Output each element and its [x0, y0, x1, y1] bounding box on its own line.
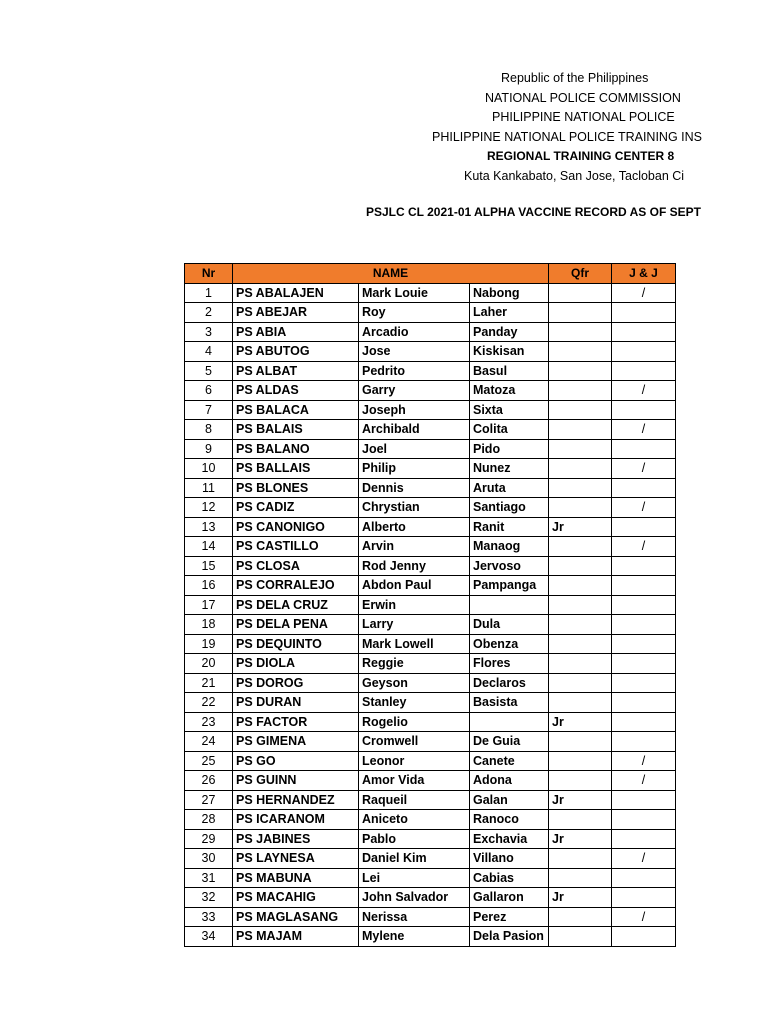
qualifier-cell — [549, 868, 612, 888]
document-title: PSJLC CL 2021-01 ALPHA VACCINE RECORD AS OF SEPT — [366, 205, 701, 219]
column-header-name: NAME — [233, 264, 549, 284]
jj-mark-cell — [612, 439, 676, 459]
jj-mark-cell — [612, 654, 676, 674]
last-name-cell: PS JABINES — [233, 829, 359, 849]
last-name-cell: PS ABALAJEN — [233, 283, 359, 303]
table-row — [185, 615, 676, 635]
middle-name-cell: Canete — [470, 751, 549, 771]
table-row — [185, 459, 676, 479]
qualifier-cell — [549, 498, 612, 518]
row-number-cell: 5 — [185, 361, 233, 381]
last-name-cell: PS BALAIS — [233, 420, 359, 440]
first-name-cell: Aniceto — [359, 810, 470, 830]
row-number-cell: 18 — [185, 615, 233, 635]
first-name-cell: Roy — [359, 303, 470, 323]
table-row — [185, 888, 676, 908]
last-name-cell: PS DOROG — [233, 673, 359, 693]
table-header-row — [185, 264, 676, 284]
row-number-cell: 30 — [185, 849, 233, 869]
middle-name-cell: Manaog — [470, 537, 549, 557]
jj-mark-cell — [612, 400, 676, 420]
last-name-cell: PS GIMENA — [233, 732, 359, 752]
jj-mark-cell: / — [612, 907, 676, 927]
jj-mark-cell: / — [612, 283, 676, 303]
table-row — [185, 751, 676, 771]
row-number-cell: 25 — [185, 751, 233, 771]
row-number-cell: 29 — [185, 829, 233, 849]
qualifier-cell — [549, 927, 612, 947]
middle-name-cell: Dela Pasion — [470, 927, 549, 947]
row-number-cell: 10 — [185, 459, 233, 479]
last-name-cell: PS MAGLASANG — [233, 907, 359, 927]
last-name-cell: PS BALANO — [233, 439, 359, 459]
table-row — [185, 927, 676, 947]
qualifier-cell — [549, 478, 612, 498]
last-name-cell: PS DELA PENA — [233, 615, 359, 635]
row-number-cell: 2 — [185, 303, 233, 323]
column-header-jj: J & J — [612, 264, 676, 284]
qualifier-cell — [549, 537, 612, 557]
last-name-cell: PS ALBAT — [233, 361, 359, 381]
first-name-cell: Cromwell — [359, 732, 470, 752]
jj-mark-cell — [612, 361, 676, 381]
middle-name-cell: Matoza — [470, 381, 549, 401]
header-napolcom: NATIONAL POLICE COMMISSION — [485, 91, 681, 105]
qualifier-cell — [549, 303, 612, 323]
first-name-cell: Reggie — [359, 654, 470, 674]
first-name-cell: Rogelio — [359, 712, 470, 732]
jj-mark-cell — [612, 303, 676, 323]
first-name-cell: Jose — [359, 342, 470, 362]
middle-name-cell: Flores — [470, 654, 549, 674]
middle-name-cell: Cabias — [470, 868, 549, 888]
jj-mark-cell — [612, 790, 676, 810]
first-name-cell: Larry — [359, 615, 470, 635]
jj-mark-cell: / — [612, 498, 676, 518]
qualifier-cell — [549, 459, 612, 479]
first-name-cell: Mark Lowell — [359, 634, 470, 654]
last-name-cell: PS ABEJAR — [233, 303, 359, 323]
row-number-cell: 24 — [185, 732, 233, 752]
first-name-cell: Stanley — [359, 693, 470, 713]
table-row — [185, 303, 676, 323]
table-row — [185, 420, 676, 440]
last-name-cell: PS CANONIGO — [233, 517, 359, 537]
last-name-cell: PS MABUNA — [233, 868, 359, 888]
first-name-cell: Arcadio — [359, 322, 470, 342]
row-number-cell: 14 — [185, 537, 233, 557]
vaccine-record-table — [184, 263, 676, 947]
header-pnp: PHILIPPINE NATIONAL POLICE — [492, 110, 675, 124]
first-name-cell: Amor Vida — [359, 771, 470, 791]
middle-name-cell: Panday — [470, 322, 549, 342]
qualifier-cell — [549, 576, 612, 596]
qualifier-cell — [549, 420, 612, 440]
table-row — [185, 595, 676, 615]
row-number-cell: 16 — [185, 576, 233, 596]
first-name-cell: John Salvador — [359, 888, 470, 908]
qualifier-cell — [549, 361, 612, 381]
header-address: Kuta Kankabato, San Jose, Tacloban Ci — [464, 169, 685, 183]
middle-name-cell: Gallaron — [470, 888, 549, 908]
middle-name-cell — [470, 595, 549, 615]
row-number-cell: 1 — [185, 283, 233, 303]
row-number-cell: 8 — [185, 420, 233, 440]
row-number-cell: 9 — [185, 439, 233, 459]
jj-mark-cell — [612, 576, 676, 596]
last-name-cell: PS ABUTOG — [233, 342, 359, 362]
jj-mark-cell — [612, 927, 676, 947]
table-row — [185, 712, 676, 732]
table-row — [185, 829, 676, 849]
table-row — [185, 400, 676, 420]
row-number-cell: 12 — [185, 498, 233, 518]
last-name-cell: PS CASTILLO — [233, 537, 359, 557]
qualifier-cell — [549, 615, 612, 635]
header-pnpti: PHILIPPINE NATIONAL POLICE TRAINING INS — [432, 130, 702, 144]
first-name-cell: Archibald — [359, 420, 470, 440]
last-name-cell: PS DELA CRUZ — [233, 595, 359, 615]
first-name-cell: Pablo — [359, 829, 470, 849]
qualifier-cell — [549, 634, 612, 654]
table-row — [185, 322, 676, 342]
qualifier-cell — [549, 849, 612, 869]
table-row — [185, 556, 676, 576]
jj-mark-cell — [612, 810, 676, 830]
middle-name-cell: Adona — [470, 771, 549, 791]
middle-name-cell: Dula — [470, 615, 549, 635]
qualifier-cell — [549, 556, 612, 576]
table-row — [185, 693, 676, 713]
table-row — [185, 342, 676, 362]
table-row — [185, 439, 676, 459]
jj-mark-cell — [612, 517, 676, 537]
middle-name-cell: Santiago — [470, 498, 549, 518]
middle-name-cell: Nabong — [470, 283, 549, 303]
last-name-cell: PS DIOLA — [233, 654, 359, 674]
qualifier-cell — [549, 751, 612, 771]
last-name-cell: PS BALACA — [233, 400, 359, 420]
qualifier-cell: Jr — [549, 517, 612, 537]
first-name-cell: Erwin — [359, 595, 470, 615]
first-name-cell: Joseph — [359, 400, 470, 420]
first-name-cell: Alberto — [359, 517, 470, 537]
row-number-cell: 17 — [185, 595, 233, 615]
qualifier-cell — [549, 693, 612, 713]
first-name-cell: Dennis — [359, 478, 470, 498]
table-row — [185, 810, 676, 830]
row-number-cell: 27 — [185, 790, 233, 810]
middle-name-cell: De Guia — [470, 732, 549, 752]
row-number-cell: 33 — [185, 907, 233, 927]
table-row — [185, 517, 676, 537]
last-name-cell: PS GO — [233, 751, 359, 771]
qualifier-cell — [549, 771, 612, 791]
table-row — [185, 732, 676, 752]
row-number-cell: 6 — [185, 381, 233, 401]
first-name-cell: Lei — [359, 868, 470, 888]
qualifier-cell: Jr — [549, 829, 612, 849]
table-row — [185, 790, 676, 810]
qualifier-cell — [549, 810, 612, 830]
row-number-cell: 4 — [185, 342, 233, 362]
table-row — [185, 771, 676, 791]
row-number-cell: 7 — [185, 400, 233, 420]
last-name-cell: PS BLONES — [233, 478, 359, 498]
last-name-cell: PS CADIZ — [233, 498, 359, 518]
last-name-cell: PS BALLAIS — [233, 459, 359, 479]
row-number-cell: 26 — [185, 771, 233, 791]
middle-name-cell: Sixta — [470, 400, 549, 420]
row-number-cell: 22 — [185, 693, 233, 713]
table-row — [185, 283, 676, 303]
first-name-cell: Abdon Paul — [359, 576, 470, 596]
jj-mark-cell: / — [612, 459, 676, 479]
qualifier-cell — [549, 322, 612, 342]
jj-mark-cell — [612, 556, 676, 576]
middle-name-cell: Kiskisan — [470, 342, 549, 362]
jj-mark-cell: / — [612, 751, 676, 771]
middle-name-cell: Villano — [470, 849, 549, 869]
last-name-cell: PS ALDAS — [233, 381, 359, 401]
row-number-cell: 19 — [185, 634, 233, 654]
table-row — [185, 537, 676, 557]
jj-mark-cell: / — [612, 381, 676, 401]
middle-name-cell: Aruta — [470, 478, 549, 498]
jj-mark-cell: / — [612, 537, 676, 557]
qualifier-cell — [549, 439, 612, 459]
jj-mark-cell — [612, 693, 676, 713]
table-row — [185, 498, 676, 518]
middle-name-cell — [470, 712, 549, 732]
jj-mark-cell — [612, 634, 676, 654]
middle-name-cell: Pampanga — [470, 576, 549, 596]
first-name-cell: Raqueil — [359, 790, 470, 810]
jj-mark-cell — [612, 615, 676, 635]
qualifier-cell — [549, 907, 612, 927]
jj-mark-cell: / — [612, 420, 676, 440]
qualifier-cell — [549, 342, 612, 362]
last-name-cell: PS FACTOR — [233, 712, 359, 732]
jj-mark-cell — [612, 712, 676, 732]
table-row — [185, 849, 676, 869]
first-name-cell: Rod Jenny — [359, 556, 470, 576]
last-name-cell: PS CORRALEJO — [233, 576, 359, 596]
middle-name-cell: Pido — [470, 439, 549, 459]
middle-name-cell: Galan — [470, 790, 549, 810]
last-name-cell: PS GUINN — [233, 771, 359, 791]
first-name-cell: Geyson — [359, 673, 470, 693]
jj-mark-cell — [612, 322, 676, 342]
table-row — [185, 381, 676, 401]
header-rtc8: REGIONAL TRAINING CENTER 8 — [487, 149, 675, 163]
middle-name-cell: Exchavia — [470, 829, 549, 849]
first-name-cell: Leonor — [359, 751, 470, 771]
middle-name-cell: Perez — [470, 907, 549, 927]
first-name-cell: Mark Louie — [359, 283, 470, 303]
table-row — [185, 634, 676, 654]
column-header-nr: Nr — [185, 264, 233, 284]
table-row — [185, 654, 676, 674]
row-number-cell: 3 — [185, 322, 233, 342]
jj-mark-cell — [612, 595, 676, 615]
jj-mark-cell — [612, 478, 676, 498]
jj-mark-cell — [612, 673, 676, 693]
last-name-cell: PS LAYNESA — [233, 849, 359, 869]
row-number-cell: 32 — [185, 888, 233, 908]
middle-name-cell: Ranit — [470, 517, 549, 537]
row-number-cell: 15 — [185, 556, 233, 576]
first-name-cell: Joel — [359, 439, 470, 459]
last-name-cell: PS DURAN — [233, 693, 359, 713]
last-name-cell: PS CLOSA — [233, 556, 359, 576]
middle-name-cell: Basul — [470, 361, 549, 381]
row-number-cell: 23 — [185, 712, 233, 732]
row-number-cell: 34 — [185, 927, 233, 947]
middle-name-cell: Jervoso — [470, 556, 549, 576]
last-name-cell: PS HERNANDEZ — [233, 790, 359, 810]
last-name-cell: PS ICARANOM — [233, 810, 359, 830]
qualifier-cell — [549, 400, 612, 420]
first-name-cell: Garry — [359, 381, 470, 401]
jj-mark-cell — [612, 342, 676, 362]
qualifier-cell — [549, 732, 612, 752]
row-number-cell: 13 — [185, 517, 233, 537]
jj-mark-cell — [612, 829, 676, 849]
jj-mark-cell: / — [612, 771, 676, 791]
middle-name-cell: Declaros — [470, 673, 549, 693]
table-row — [185, 361, 676, 381]
row-number-cell: 11 — [185, 478, 233, 498]
first-name-cell: Mylene — [359, 927, 470, 947]
row-number-cell: 21 — [185, 673, 233, 693]
middle-name-cell: Colita — [470, 420, 549, 440]
table-row — [185, 907, 676, 927]
middle-name-cell: Ranoco — [470, 810, 549, 830]
table-row — [185, 673, 676, 693]
table-row — [185, 868, 676, 888]
middle-name-cell: Nunez — [470, 459, 549, 479]
qualifier-cell: Jr — [549, 712, 612, 732]
column-header-qfr: Qfr — [549, 264, 612, 284]
qualifier-cell: Jr — [549, 790, 612, 810]
jj-mark-cell — [612, 868, 676, 888]
table-row — [185, 478, 676, 498]
jj-mark-cell: / — [612, 849, 676, 869]
first-name-cell: Arvin — [359, 537, 470, 557]
first-name-cell: Chrystian — [359, 498, 470, 518]
last-name-cell: PS MACAHIG — [233, 888, 359, 908]
qualifier-cell — [549, 595, 612, 615]
last-name-cell: PS ABIA — [233, 322, 359, 342]
first-name-cell: Daniel Kim — [359, 849, 470, 869]
row-number-cell: 28 — [185, 810, 233, 830]
table-row — [185, 576, 676, 596]
qualifier-cell — [549, 673, 612, 693]
qualifier-cell — [549, 381, 612, 401]
last-name-cell: PS DEQUINTO — [233, 634, 359, 654]
last-name-cell: PS MAJAM — [233, 927, 359, 947]
jj-mark-cell — [612, 888, 676, 908]
middle-name-cell: Obenza — [470, 634, 549, 654]
middle-name-cell: Basista — [470, 693, 549, 713]
qualifier-cell: Jr — [549, 888, 612, 908]
jj-mark-cell — [612, 732, 676, 752]
qualifier-cell — [549, 283, 612, 303]
row-number-cell: 20 — [185, 654, 233, 674]
qualifier-cell — [549, 654, 612, 674]
first-name-cell: Nerissa — [359, 907, 470, 927]
header-republic: Republic of the Philippines — [501, 71, 649, 85]
first-name-cell: Pedrito — [359, 361, 470, 381]
middle-name-cell: Laher — [470, 303, 549, 323]
row-number-cell: 31 — [185, 868, 233, 888]
first-name-cell: Philip — [359, 459, 470, 479]
